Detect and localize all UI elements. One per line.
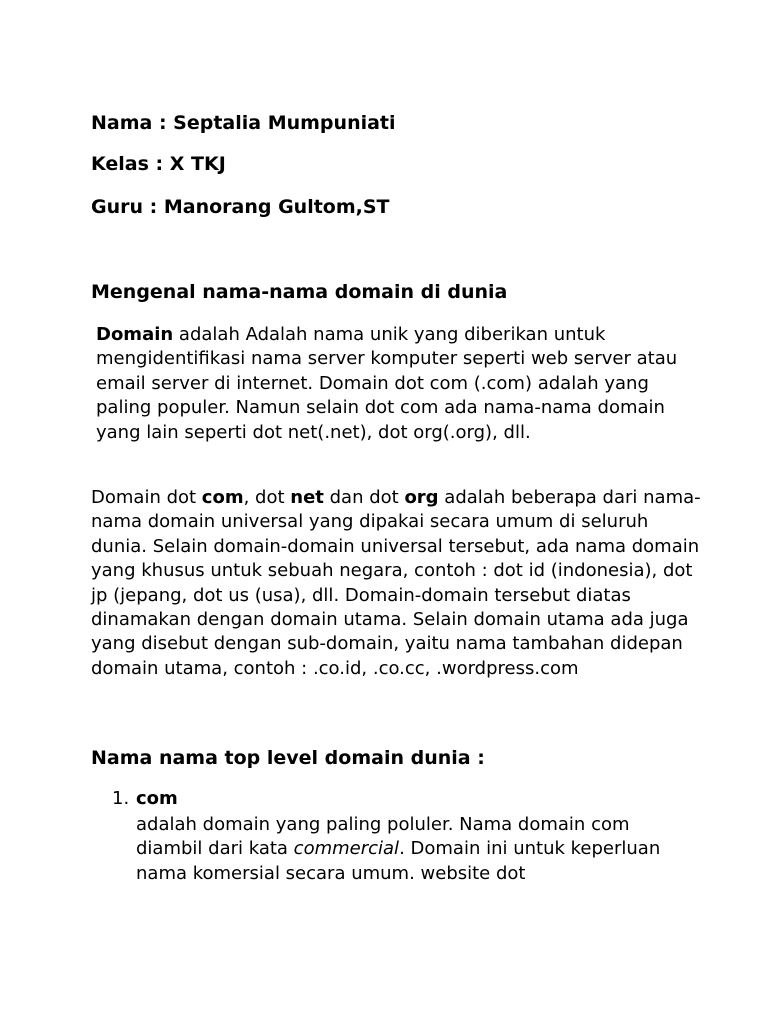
intro-term: Domain bbox=[96, 324, 174, 345]
tld-heading: Nama nama top level domain dunia : bbox=[91, 747, 485, 769]
list-item-description bbox=[136, 813, 696, 886]
body-paragraph bbox=[91, 486, 701, 681]
teacher-name: Guru : Manorang Gultom,ST bbox=[91, 196, 390, 218]
body-term-org: org bbox=[404, 487, 439, 508]
body-term-com: com bbox=[201, 487, 244, 508]
student-name: Nama : Septalia Mumpuniati bbox=[91, 112, 396, 134]
list-item-desc-em: commercial bbox=[293, 838, 400, 860]
body-text-3: dan dot bbox=[323, 487, 405, 508]
body-text-4: adalah beberapa dari nama-nama domain universal yang dipakai secara umum di seluruh dunia. Selain domain-domain universal tersebut, ada nama domain yang khusus untuk sebuah negara, contoh : dot id (indonesia), dot jp (jepang, dot us (usa), dll. Domain-domain tersebut diatas dinamakan dengan domain utama. Selain domain utama ada juga yang disebut dengan sub-domain, yaitu nama tambahan didepan domain utama, contoh : .co.id, .co.cc, .wordpress.com bbox=[91, 487, 701, 679]
body-text-1: Domain dot bbox=[91, 487, 202, 508]
body-text-2: , dot bbox=[243, 487, 291, 508]
document-title: Mengenal nama-nama domain di dunia bbox=[91, 281, 508, 303]
student-class: Kelas : X TKJ bbox=[91, 153, 226, 175]
list-item-desc-a: adalah domain yang paling poluler. Nama domain com diambil dari kata bbox=[136, 814, 630, 860]
list-item-desc-b: . Domain ini untuk keperluan nama komersial secara umum. website dot bbox=[136, 838, 661, 884]
intro-paragraph bbox=[96, 323, 686, 445]
intro-text: adalah Adalah nama unik yang diberikan untuk mengidentifikasi nama server komputer seperti web server atau email server di internet. Domain dot com (.com) adalah yang paling populer. Namun selain dot com ada nama-nama domain yang lain seperti dot net(.net), dot org(.org), dll. bbox=[96, 324, 678, 443]
list-item-number: 1. bbox=[112, 788, 130, 809]
list-item-name: com bbox=[136, 788, 178, 809]
body-term-net: net bbox=[290, 487, 324, 508]
